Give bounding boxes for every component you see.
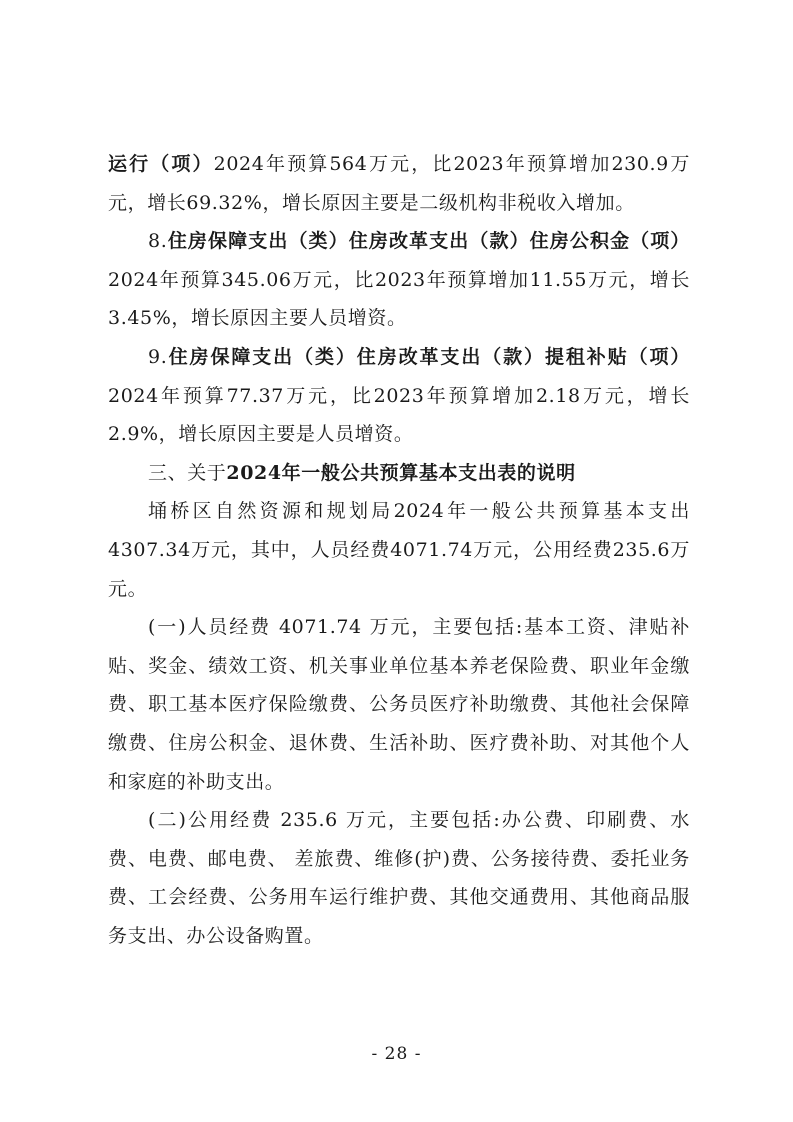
paragraph-text: 2024年预算345.06万元，比2023年预算增加11.55万元，增长3.45%，增长原因主要人员增资。 <box>108 268 690 330</box>
paragraph-text: 埇桥区自然资源和规划局2024年一般公共预算基本支出4307.34万元，其中，人员经费4071.74万元，公用经费235.6万元。 <box>108 500 690 600</box>
section-heading-title: 2024年一般公共预算基本支出表的说明 <box>226 461 576 484</box>
paragraph-project-operation <box>108 145 690 222</box>
paragraph-rent-subsidy <box>108 338 690 454</box>
paragraph-public-expenses <box>108 801 690 955</box>
paragraph-basic-expenditure-summary <box>108 492 690 608</box>
section-heading-prefix: 三、关于 <box>148 461 227 484</box>
item-number: 8. <box>148 230 168 253</box>
paragraph-text: 2024年预算564万元，比2023年预算增加230.9万元，增长69.32%，增长原因主要是二级机构非税收入增加。 <box>108 153 690 214</box>
paragraph-personnel-expenses <box>108 608 690 801</box>
paragraph-text: 2024年预算77.37万元，比2023年预算增加2.18万元，增长2.9%，增长原因主要是人员增资。 <box>108 384 690 446</box>
paragraph-bold-lead: 住房保障支出（类）住房改革支出（款）提租补贴（项） <box>167 345 690 368</box>
paragraph-text: (二)公用经费 235.6 万元，主要包括:办公费、印刷费、水费、电费、邮电费、 差旅费、维修(护)费、公务接待费、委托业务费、工会经费、公务用车运行维护费、其他交通费用、其他商品服务支出、办公设备购置。 <box>108 809 690 947</box>
item-number: 9. <box>148 345 168 368</box>
paragraph-bold-lead: 住房保障支出（类）住房改革支出（款）住房公积金（项） <box>167 230 690 253</box>
section-heading <box>108 454 690 493</box>
body-text <box>108 145 690 955</box>
paragraph-housing-provident-fund <box>108 222 690 338</box>
paragraph-bold-lead: 运行（项） <box>108 153 214 175</box>
paragraph-text: (一)人员经费 4071.74 万元，主要包括:基本工资、津贴补贴、奖金、绩效工资、机关事业单位基本养老保险费、职业年金缴费、职工基本医疗保险缴费、公务员医疗补助缴费、其他社会保障缴费、住房公积金、退休费、生活补助、医疗费补助、对其他个人和家庭的补助支出。 <box>108 616 690 793</box>
page-number: - 28 - <box>371 1044 422 1064</box>
